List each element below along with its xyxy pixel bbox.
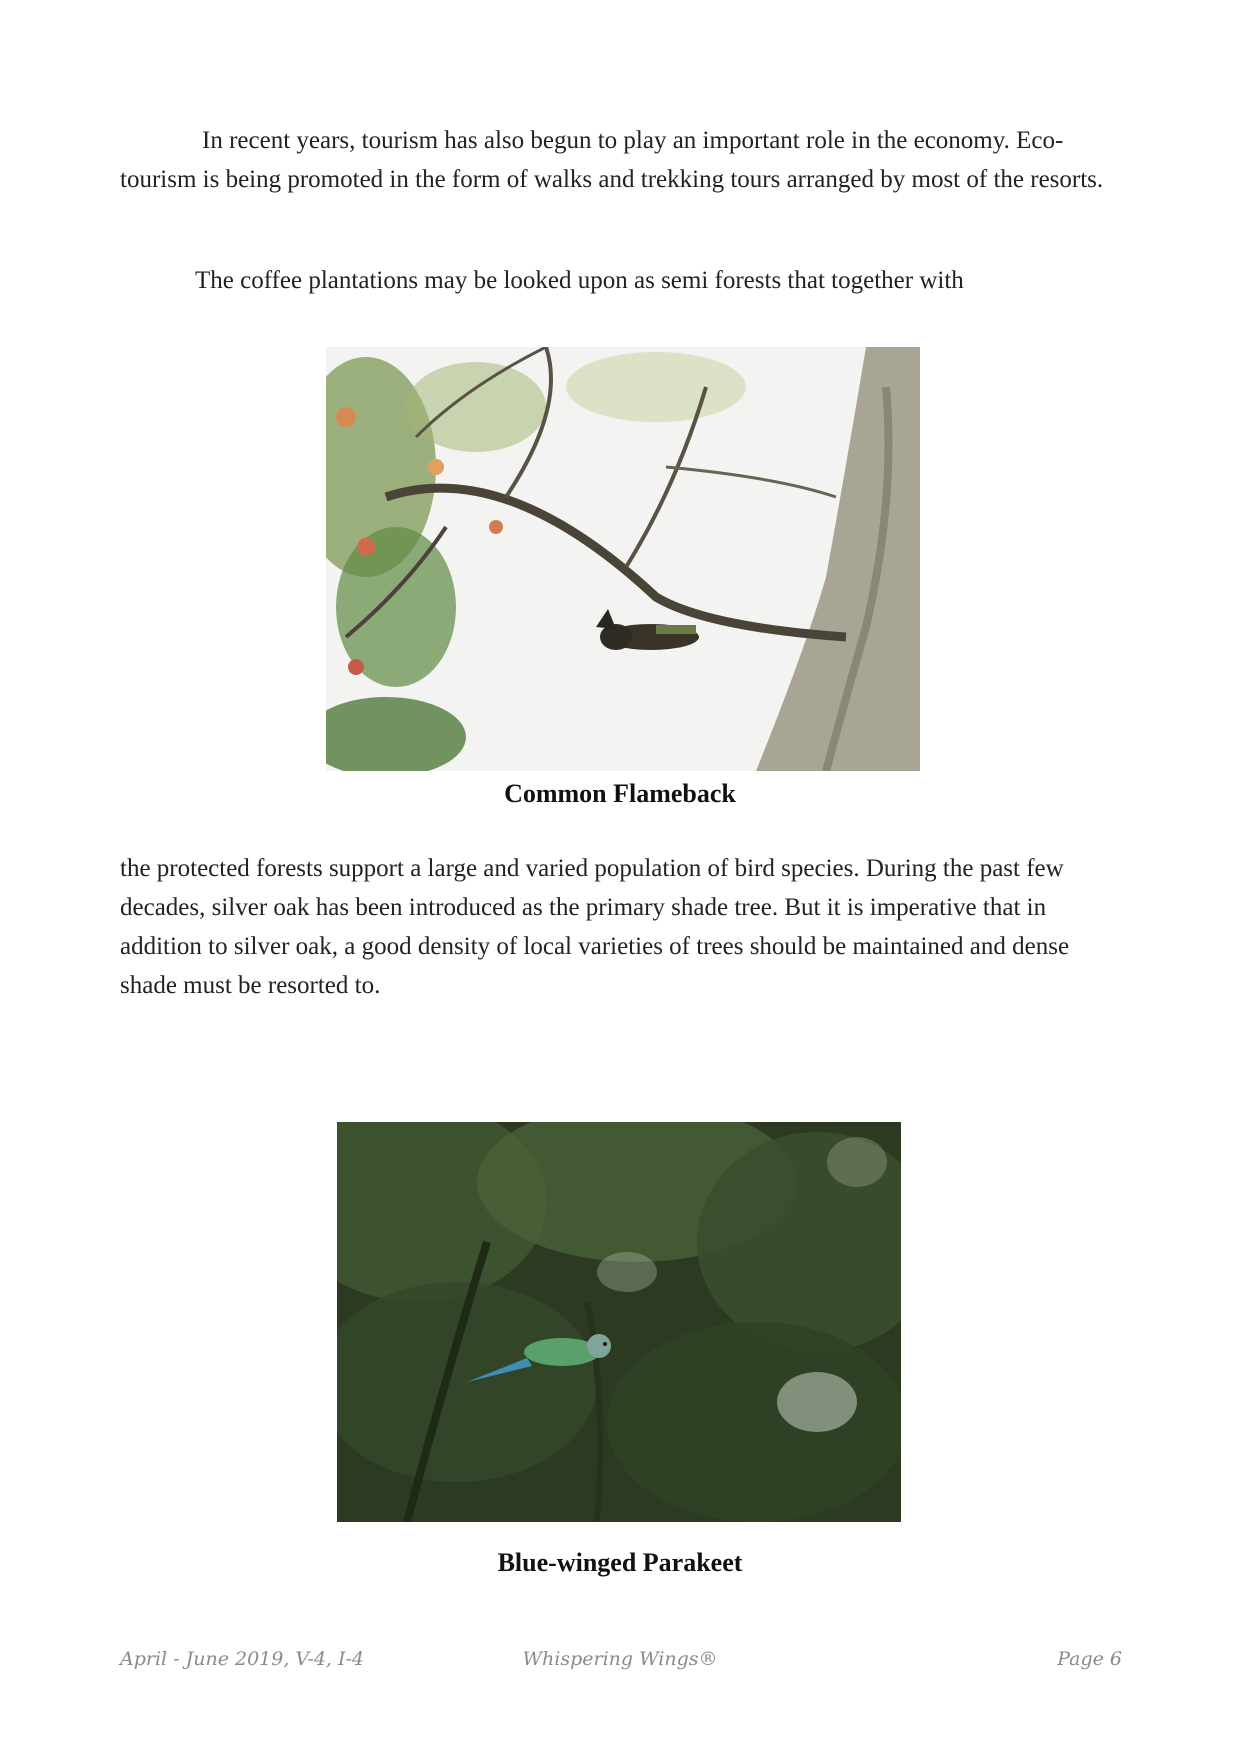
woodpecker-photo xyxy=(326,347,920,771)
body-paragraph: In recent years, tourism has also begun to play an important role in the economy. Eco-tourism is being promoted in the form of walks and trekking tours arranged by most of the resorts. xyxy=(120,127,1104,193)
body-paragraph: the protected forests support a large and varied population of bird species. During the past few decades, silver oak has been introduced as the primary shade tree. But it is imperative that in addition to silver oak, a good density of local varieties of trees should be maintained and dense shade must be resorted to. xyxy=(120,855,1070,999)
footer-publication-title: Whispering Wings® xyxy=(522,1648,718,1670)
parakeet-photo xyxy=(337,1122,901,1522)
footer-page-number: Page 6 xyxy=(1057,1648,1122,1670)
figure-caption: Common Flameback xyxy=(504,779,736,808)
body-paragraph: The coffee plantations may be looked upon as semi forests that together with xyxy=(195,267,964,294)
figure-caption: Blue-winged Parakeet xyxy=(497,1548,743,1577)
footer-issue-date: April - June 2019, V-4, I-4 xyxy=(120,1648,365,1670)
